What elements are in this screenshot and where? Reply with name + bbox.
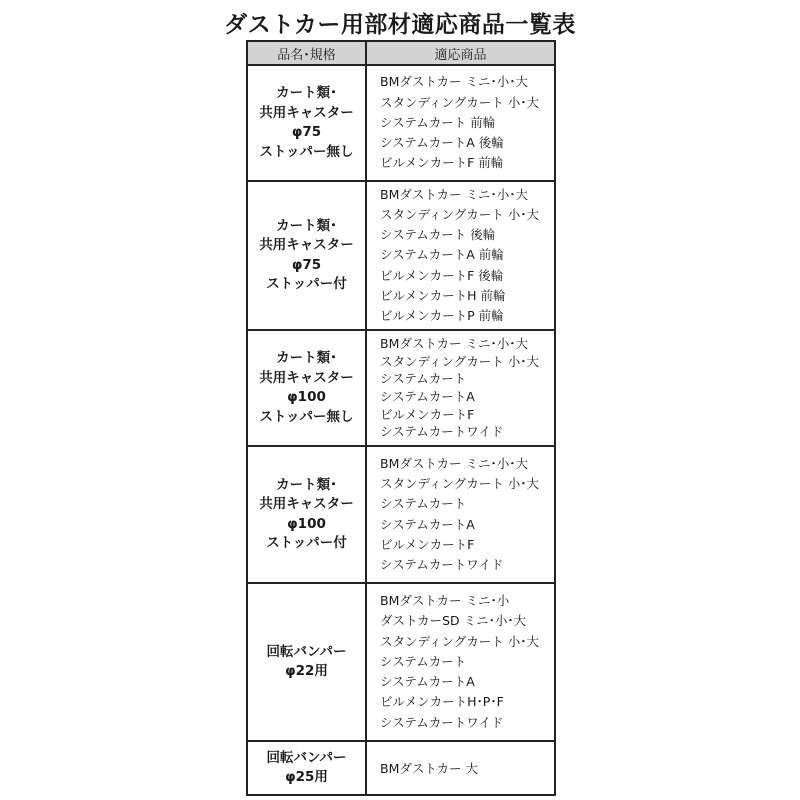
table-row: [247, 330, 555, 446]
compatible-product: スタンディングカート 小･大: [380, 94, 539, 110]
table-row: [247, 65, 555, 181]
product-name-line: 共用キャスター: [259, 237, 354, 253]
compatible-products-cell: [366, 181, 555, 330]
compatible-product: システムカートA: [380, 674, 475, 690]
compatible-product: システムカートA 前輪: [380, 247, 504, 263]
product-name-line: φ100: [287, 389, 326, 405]
table-header-row: [247, 41, 555, 65]
product-name-line: カート類･: [276, 85, 337, 101]
compatible-product: システムカート: [380, 371, 467, 387]
table-row: [247, 583, 555, 741]
compatible-product: システムカートワイド: [380, 556, 504, 572]
compatible-product: スタンディングカート 小･大: [380, 633, 539, 649]
compatible-product: ビルメンカートH 前輪: [380, 287, 506, 303]
compatible-product: ビルメンカートH･P･F: [380, 694, 504, 710]
compatible-product: スタンディングカート 小･大: [380, 206, 539, 222]
product-name-line: φ100: [287, 515, 326, 532]
product-name-cell: [247, 330, 366, 446]
compatible-product: システムカートA: [380, 516, 475, 532]
compatible-product: ビルメンカートF 前輪: [380, 155, 504, 171]
product-name-line: 回転バンパー: [266, 749, 347, 766]
table-row: [247, 446, 555, 583]
product-name-cell: [247, 181, 366, 330]
product-name-line: ストッパー付: [266, 535, 347, 551]
compatible-product: BMダストカー ミニ･小･大: [380, 74, 528, 90]
product-name-line: 共用キャスター: [259, 369, 354, 386]
compatible-product: システムカートワイド: [380, 714, 504, 730]
compatible-product: BMダストカー 大: [380, 761, 478, 776]
compatible-product: システムカートA: [380, 389, 475, 404]
product-name-line: φ22用: [285, 663, 328, 679]
product-name-line: 共用キャスター: [259, 104, 354, 121]
compatible-product: ビルメンカートP 前輪: [380, 308, 504, 323]
product-name-line: φ75: [291, 256, 322, 273]
compatible-products-cell: [366, 583, 555, 741]
compatible-product: ビルメンカートF: [380, 536, 475, 552]
compatible-products-cell: [366, 65, 555, 181]
compatible-product: システムカート: [380, 496, 467, 512]
compatible-product: スタンディングカート 小･大: [380, 476, 539, 492]
header-product-spec: 品名･規格: [247, 41, 366, 65]
product-name-line: カート類･: [276, 217, 337, 234]
compatible-product: ビルメンカートF 後輪: [380, 267, 504, 283]
product-name-line: 共用キャスター: [259, 496, 354, 512]
compatible-product: BMダストカー ミニ･小･大: [380, 186, 528, 202]
compatible-product: ダストカーSD ミニ･小･大: [380, 613, 527, 629]
product-name-cell: [247, 583, 366, 741]
product-name-line: ストッパー無し: [259, 143, 354, 160]
header-compatible-products: 適応商品: [366, 41, 555, 65]
product-name-line: φ25用: [285, 769, 328, 785]
product-name-line: φ75: [291, 124, 322, 140]
compatible-product: システムカートA 後輪: [380, 135, 504, 151]
product-name-line: 回転バンパー: [266, 643, 347, 660]
compatible-product: BMダストカー ミニ･小･大: [380, 336, 528, 352]
product-name-line: ストッパー無し: [259, 408, 354, 425]
table-row: [247, 741, 555, 795]
page-title: ダストカー用部材適応商品一覧表: [224, 12, 576, 38]
product-name-line: ストッパー付: [266, 276, 347, 292]
compatibility-table: [246, 40, 556, 796]
compatible-product: ビルメンカートF: [380, 406, 475, 422]
compatible-products-cell: [366, 741, 555, 795]
product-name-cell: [247, 446, 366, 583]
product-name-line: カート類･: [276, 350, 337, 366]
compatible-product: システムカート: [380, 653, 467, 669]
compatible-product: システムカート 前輪: [380, 114, 496, 130]
compatible-products-cell: [366, 446, 555, 583]
compatible-products-cell: [366, 330, 555, 446]
compatible-product: スタンディングカート 小･大: [380, 353, 539, 369]
product-name-line: カート類･: [276, 476, 337, 493]
compatible-product: システムカート 後輪: [380, 227, 496, 243]
product-name-cell: [247, 741, 366, 795]
compatible-product: システムカートワイド: [380, 424, 504, 440]
table-row: [247, 181, 555, 330]
compatible-product: BMダストカー ミニ･小: [380, 593, 510, 609]
compatible-product: BMダストカー ミニ･小･大: [380, 455, 528, 471]
product-name-cell: [247, 65, 366, 181]
